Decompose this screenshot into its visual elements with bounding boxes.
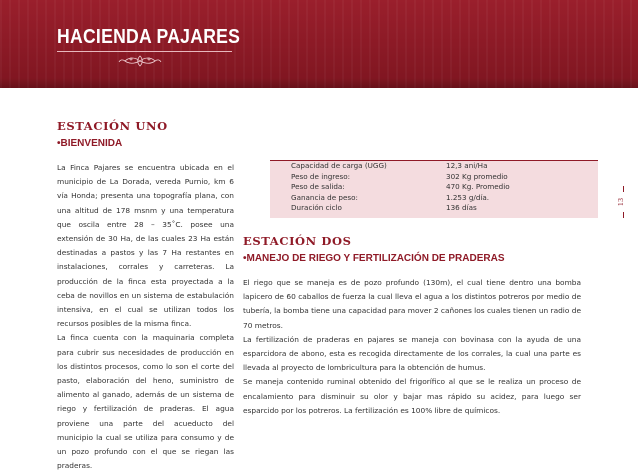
table-value: 302 Kg promedio xyxy=(446,171,508,181)
table-label: Duración ciclo xyxy=(291,203,342,213)
section1-subheading: •BIENVENIDA xyxy=(57,138,123,149)
table-row xyxy=(270,161,598,172)
header-banner xyxy=(0,0,638,88)
table-label: Capacidad de carga (UGG) xyxy=(291,161,387,170)
page-number xyxy=(617,188,629,216)
section2-body xyxy=(243,276,581,418)
page-number-text: 13 xyxy=(617,197,626,207)
table-row xyxy=(270,193,598,204)
table-value: 470 Kg. Promedio xyxy=(446,182,510,192)
floral-ornament-icon xyxy=(118,54,162,68)
page-title: HACIENDA PAJARES xyxy=(57,26,241,48)
table-value: 1.253 g/día. xyxy=(446,192,490,202)
table-label: Ganancia de peso: xyxy=(291,192,358,202)
section1-paragraph: La finca cuenta con la maquinaria completa para cubrir sus necesidades de producción en los distintos procesos, como lo son el corte del pasto, elaboración del heno, suministro de alimento al ganado, además de un sistema de riego y fertilización de praderas. El agua proviene una parte del acueducto del municipio la cual se utiliza para consumo y de un pozo profundo con el que se riegan las praderas. xyxy=(57,333,234,471)
section2-paragraph: El riego que se maneja es de pozo profundo (130m), el cual tiene dentro una bomba lapicero de 60 caballos de fuerza la cual lleva el agua a los distintos potreros por medio de tubería, la bomba tiene una capacidad para mover 2 cañones los cuales tienen un radio de 70 metros. xyxy=(243,278,581,330)
section2-paragraph: Se maneja contenido ruminal obtenido del frigorífico al que se le realiza un proceso de encalamiento para disminuir su olor y bajar mas rápido su acidez, para luego ser esparcido por los potreros. La fertilización es 100% libre de químicos. xyxy=(243,377,581,415)
table-label: Peso de ingreso: xyxy=(291,171,351,181)
table-value: 12,3 ani/Ha xyxy=(446,161,488,170)
table-value: 136 días xyxy=(446,203,477,213)
table-row xyxy=(270,182,598,193)
table-row xyxy=(270,172,598,183)
title-divider xyxy=(57,51,232,52)
table-row xyxy=(270,203,598,214)
stats-table xyxy=(270,160,598,218)
section2-subheading: •MANEJO DE RIEGO Y FERTILIZACIÓN DE PRADERAS xyxy=(243,253,505,264)
section1-body xyxy=(57,161,234,473)
section1-heading: ESTACIÓN UNO xyxy=(57,119,168,133)
section2-heading: ESTACIÓN DOS xyxy=(243,234,352,248)
section2-paragraph: La fertilización de praderas en pajares se maneja con bovinasa con la ayuda de una esparcidora de abono, esta es recogida directamente de los corrales, la cual una parte es llevada al proyecto de lombricultura para la obtención de humus. xyxy=(243,334,581,373)
table-label: Peso de salida: xyxy=(291,182,345,192)
section1-paragraph: La Finca Pajares se encuentra ubicada en el municipio de La Dorada, vereda Purnio, km 6 vía Honda; presenta una topografía plana, con una altitud de 178 msnm y una temperatura que oscila entre 28 – 35˚C. posee una extensión de 30 Ha, de las cuales 23 Ha están destinadas a pastos y las 7 Ha restantes en instalaciones, corrales y carreteras. La producción de la finca esta proyectada a la ceba de novillos en un sistema de estabulación intensiva, en el cual se utilizan todos los recursos posibles de la misma finca. xyxy=(57,163,234,329)
